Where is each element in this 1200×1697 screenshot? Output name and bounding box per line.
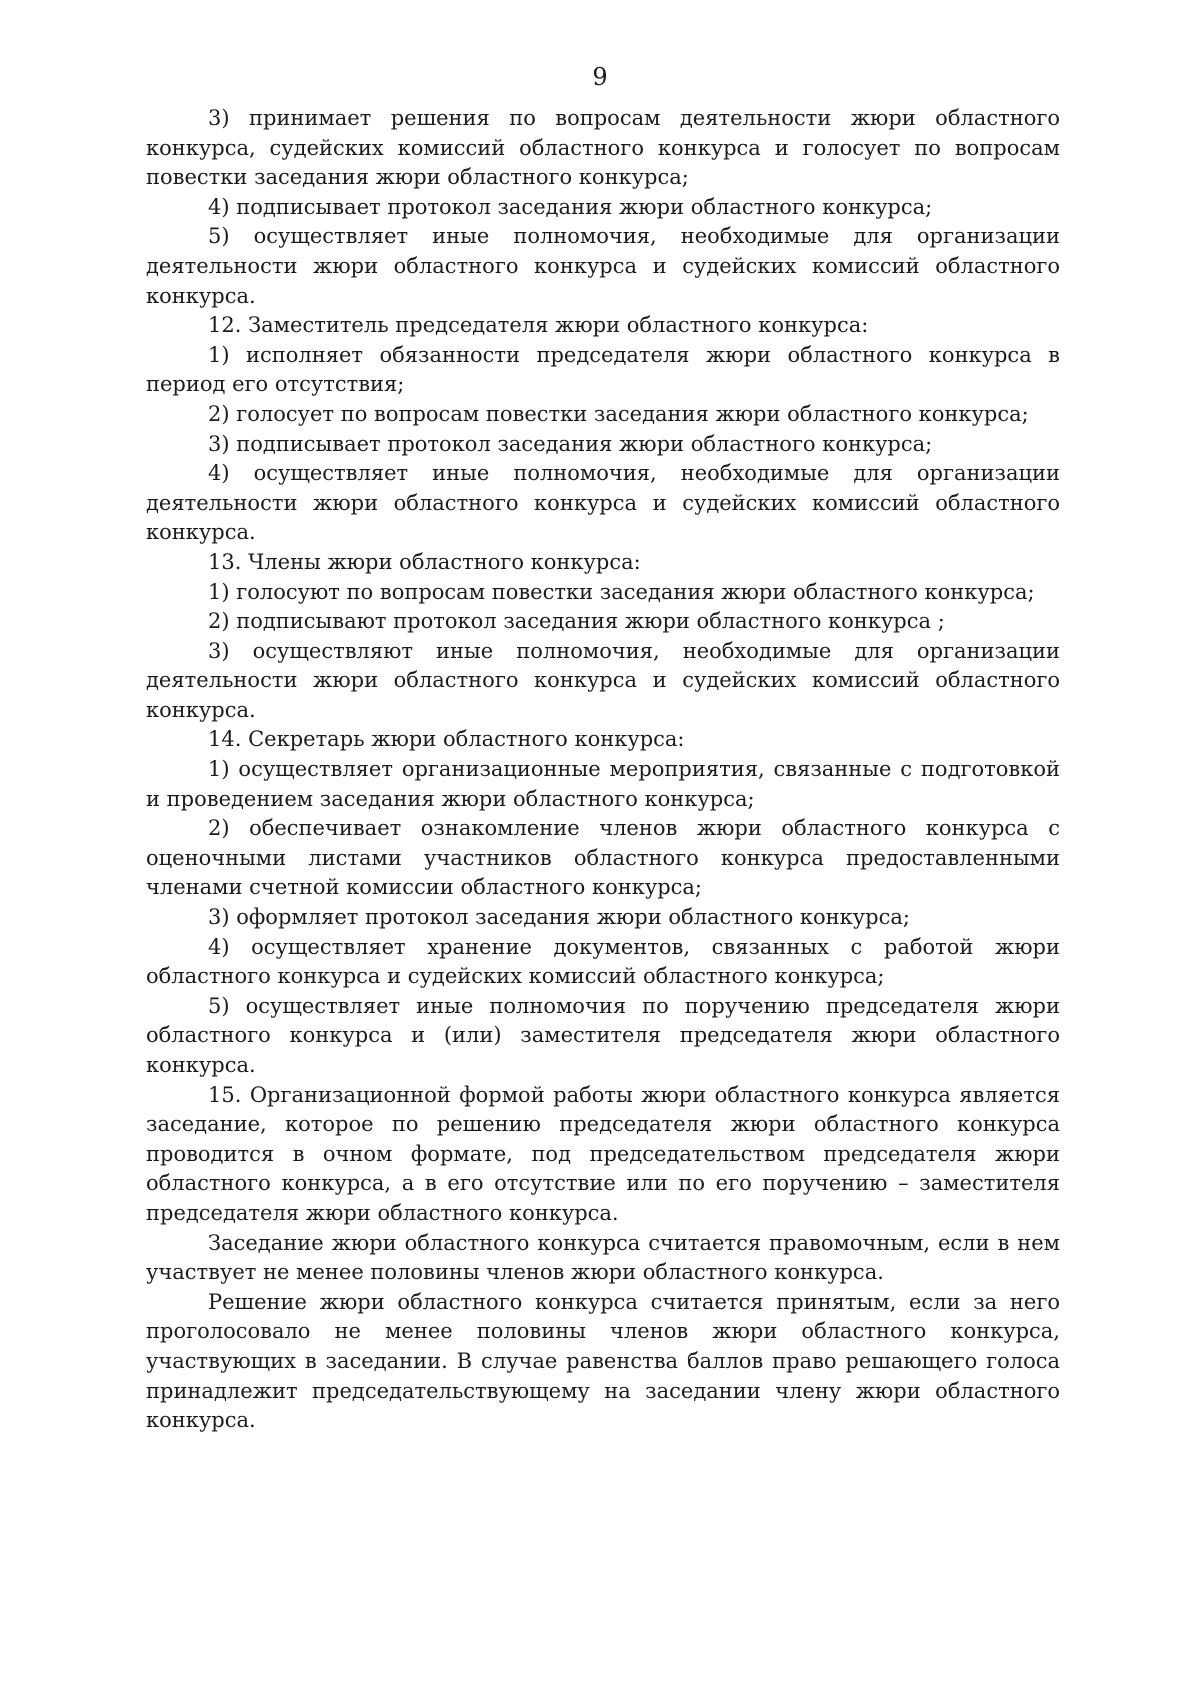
paragraph-members-duty-3: 3) осуществляют иные полномочия, необходимые для организации деятельности жюри областного конкурса и судейских комиссий областного конкурса. [146, 638, 1060, 722]
paragraph-secretary-duty-2: 2) обеспечивает ознакомление членов жюри областного конкурса с оценочными листами участников областного конкурса предоставленными членами счетной комиссии областного конкурса; [146, 816, 1060, 900]
paragraph-deputy-duty-2: 2) голосует по вопросам повестки заседания жюри областного конкурса; [208, 401, 1029, 426]
section-12-heading: 12. Заместитель председателя жюри областного конкурса: [208, 313, 869, 338]
paragraph-decision-rule: Решение жюри областного конкурса считается принятым, если за него проголосовало не менее половины членов жюри областного конкурса, участвующих в заседании. В случае равенства баллов право решающего голоса принадлежит председательствующему на заседании члену жюри областного конкурса. [146, 1289, 1060, 1433]
paragraph-members-duty-2: 2) подписывают протокол заседания жюри областного конкурса ; [208, 609, 945, 634]
paragraph-secretary-duty-4: 4) осуществляет хранение документов, связанных с работой жюри областного конкурса и судейских комиссий областного конкурса; [146, 934, 1060, 989]
section-15-paragraph: 15. Организационной формой работы жюри областного конкурса является заседание, которое по решению председателя жюри областного конкурса проводится в очном формате, под председательством председателя жюри областного конкурса, а в его отсутствие или по его поручению – заместителя председателя жюри областного конкурса. [146, 1082, 1060, 1225]
paragraph-deputy-duty-1: 1) исполняет обязанности председателя жюри областного конкурса в период его отсутствия; [146, 342, 1060, 397]
paragraph-secretary-duty-5: 5) осуществляет иные полномочия по поручению председателя жюри областного конкурса и (или) заместителя председателя жюри областного конкурса. [146, 993, 1060, 1077]
paragraph-deputy-duty-4: 4) осуществляет иные полномочия, необходимые для организации деятельности жюри областного конкурса и судейских комиссий областного конкурса. [146, 461, 1060, 545]
paragraph-secretary-duty-1: 1) осуществляет организационные мероприятия, связанные с подготовкой и проведением заседания жюри областного конкурса; [146, 757, 1060, 811]
paragraph-deputy-duty-3: 3) подписывает протокол заседания жюри областного конкурса; [208, 431, 933, 456]
document-body [146, 104, 1060, 1436]
page-number: 9 [592, 63, 608, 91]
paragraph-chair-duty-3: 3) принимает решения по вопросам деятельности жюри областного конкурса, судейских комиссий областного конкурса и голосует по вопросам повестки заседания жюри областного конкурса; [146, 106, 1060, 190]
paragraph-secretary-duty-3: 3) оформляет протокол заседания жюри областного конкурса; [208, 905, 910, 930]
section-13-heading: 13. Члены жюри областного конкурса: [208, 549, 641, 574]
paragraph-chair-duty-5: 5) осуществляет иные полномочия, необходимые для организации деятельности жюри областного конкурса и судейских комиссий областного конкурса. [146, 224, 1060, 308]
paragraph-chair-duty-4: 4) подписывает протокол заседания жюри областного конкурса; [208, 194, 933, 219]
paragraph-members-duty-1: 1) голосуют по вопросам повестки заседания жюри областного конкурса; [208, 579, 1035, 604]
paragraph-quorum: Заседание жюри областного конкурса считается правомочным, если в нем участвует не менее половины членов жюри областного конкурса. [146, 1230, 1060, 1285]
section-14-heading: 14. Секретарь жюри областного конкурса: [208, 727, 685, 752]
